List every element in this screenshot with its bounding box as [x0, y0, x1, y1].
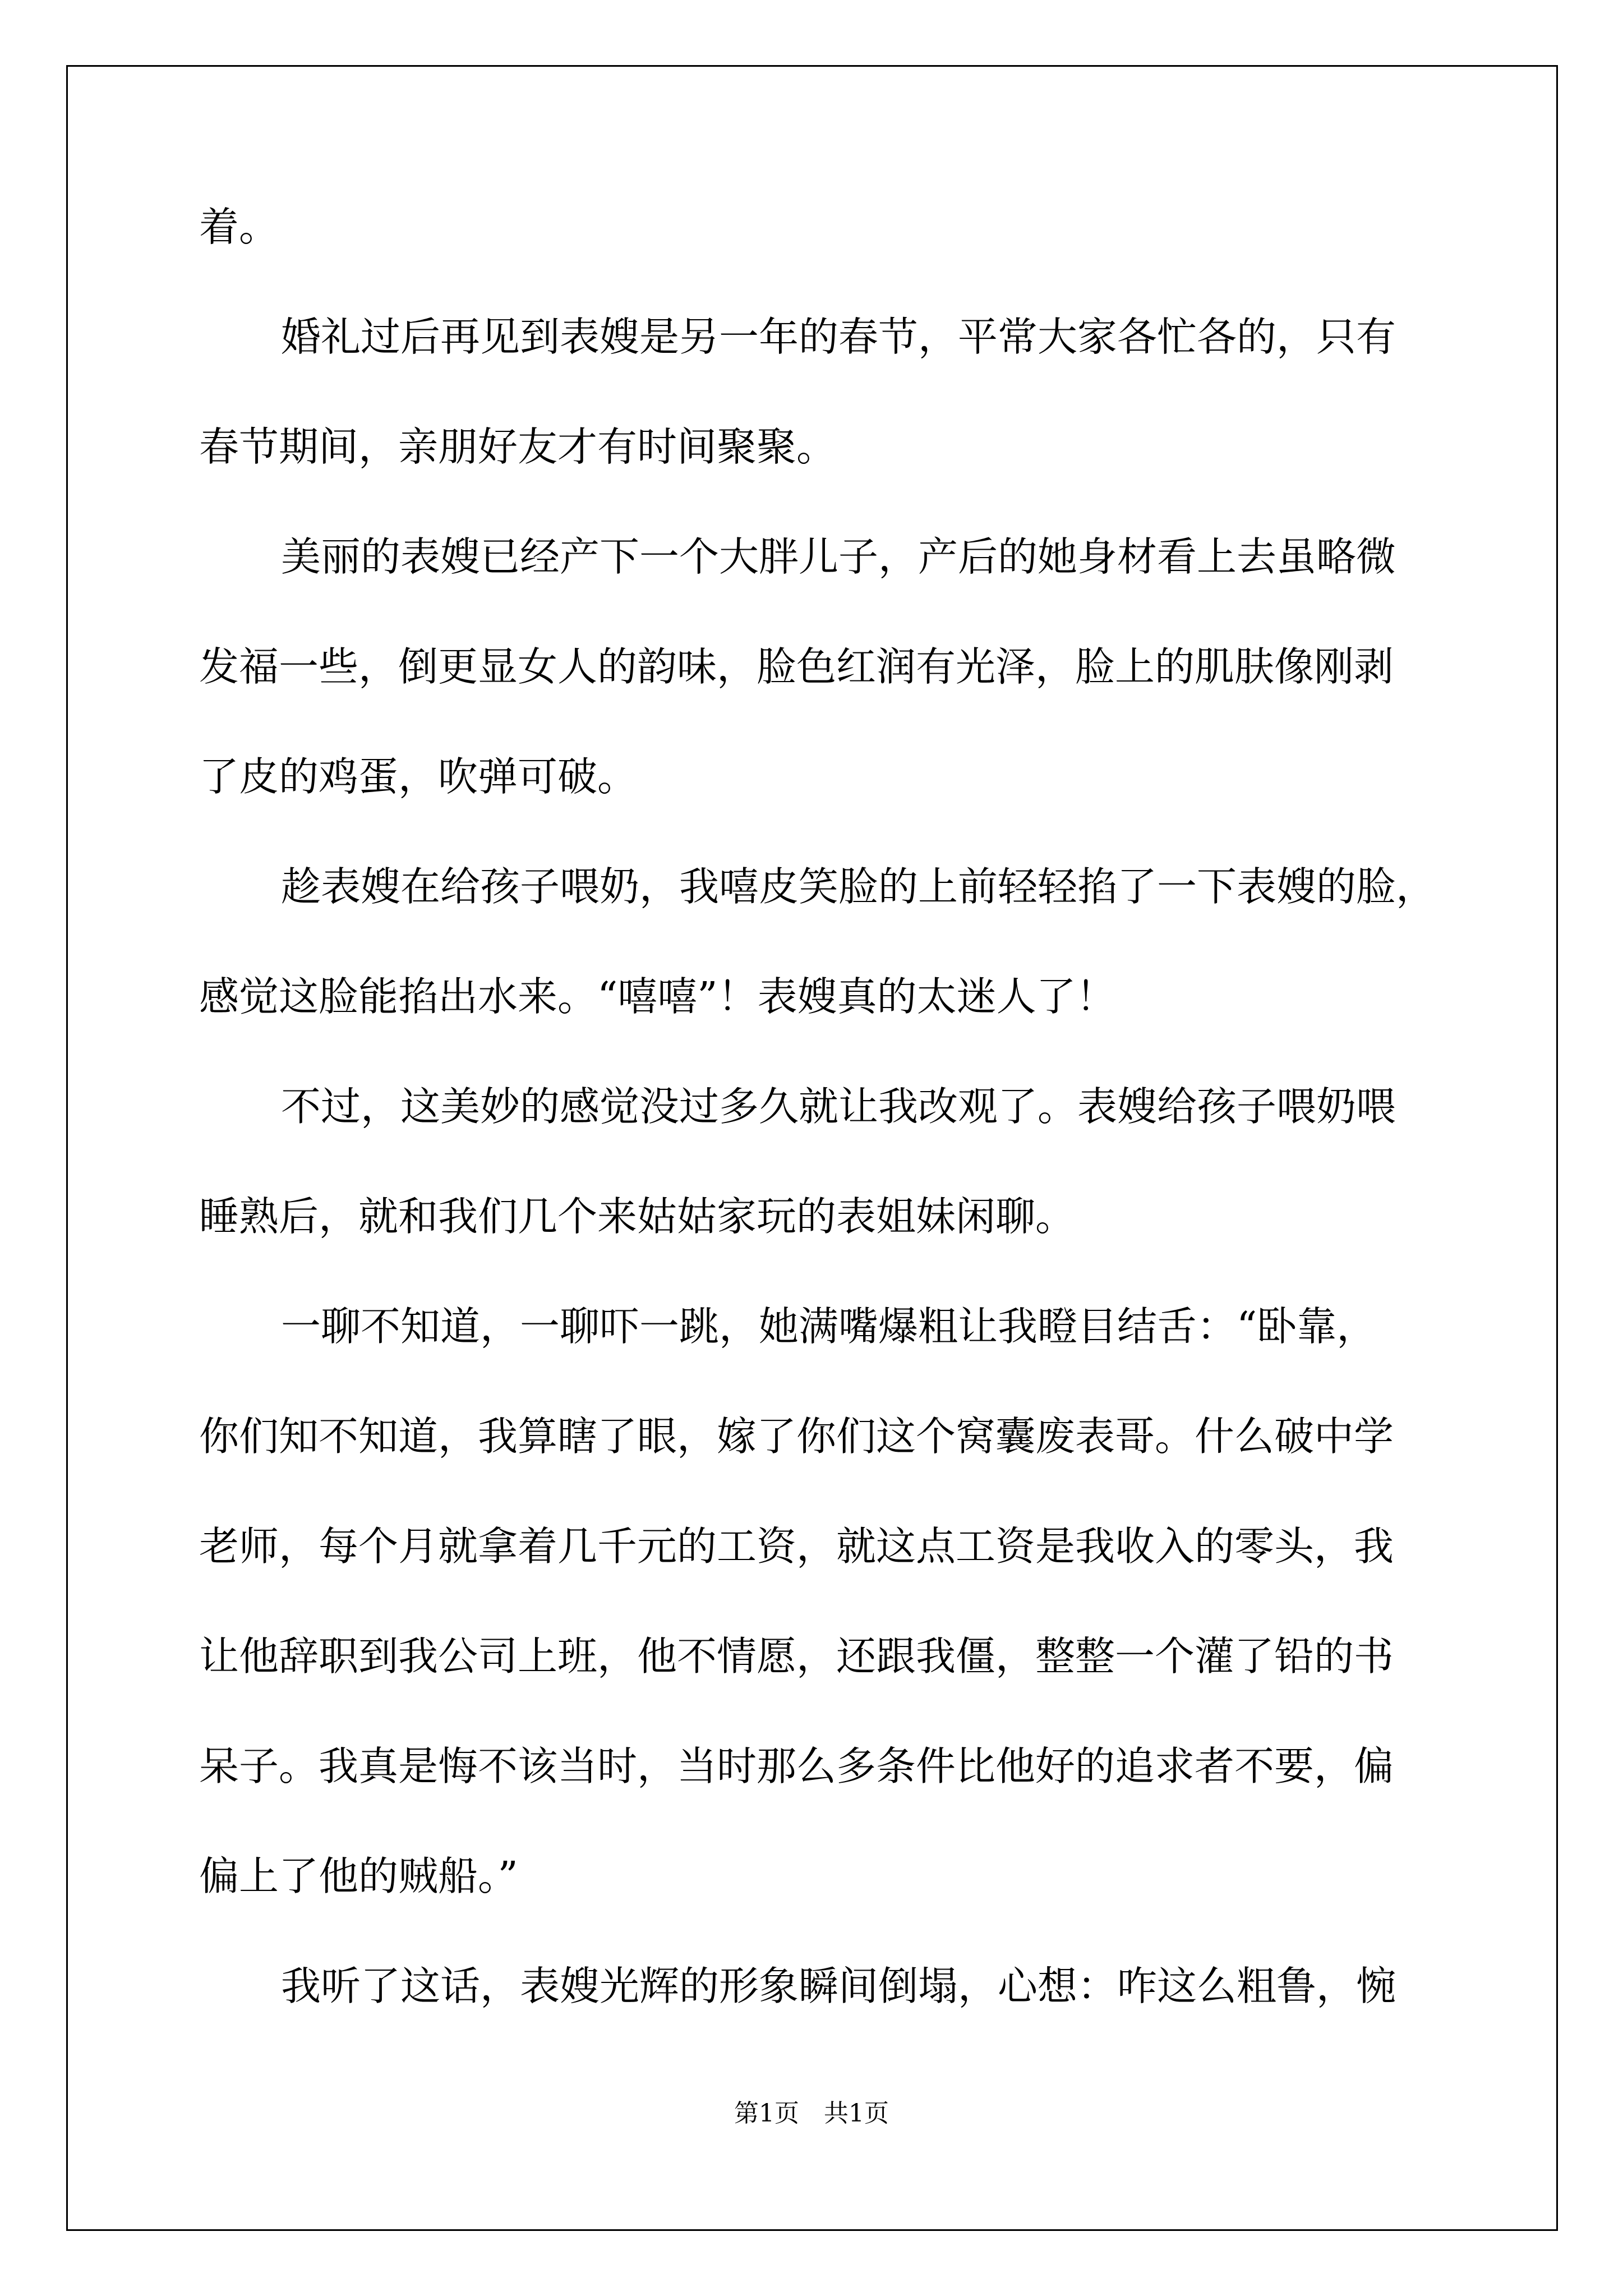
paragraph-line: 美丽的表嫂已经产下一个大胖儿子，产后的她身材看上去虽略微 — [281, 533, 1396, 580]
paragraph-line: 婚礼过后再见到表嫂是另一年的春节，平常大家各忙各的，只有 — [281, 314, 1396, 360]
page-border — [66, 65, 1558, 2231]
text-line: 春节期间，亲朋好友才有时间聚聚。 — [199, 424, 837, 470]
text-line: 你们知不知道，我算瞎了眼，嫁了你们这个窝囊废表哥。什么破中学 — [199, 1413, 1394, 1460]
paragraph-line: 趁表嫂在给孩子喂奶，我嘻皮笑脸的上前轻轻掐了一下表嫂的脸， — [281, 863, 1436, 910]
paragraph-line: 一聊不知道，一聊吓一跳，她满嘴爆粗让我瞪目结舌：“卧靠， — [281, 1303, 1377, 1350]
text-line: 感觉这脸能掐出水来。“嘻嘻”！表嫂真的太迷人了！ — [199, 973, 1116, 1020]
page-number: 第1页 共1页 — [734, 2099, 889, 2128]
paragraph-line: 不过，这美妙的感觉没过多久就让我改观了。表嫂给孩子喂奶喂 — [281, 1083, 1396, 1130]
paragraph-line: 我听了这话，表嫂光辉的形象瞬间倒塌，心想：咋这么粗鲁，惋 — [281, 1963, 1396, 2009]
text-line: 睡熟后，就和我们几个来姑姑家玩的表姐妹闲聊。 — [199, 1193, 1076, 1240]
text-line: 老师，每个月就拿着几千元的工资，就这点工资是我收入的零头，我 — [199, 1523, 1394, 1570]
text-line: 让他辞职到我公司上班，他不情愿，还跟我僵，整整一个灌了铅的书 — [199, 1633, 1394, 1680]
text-line: 着。 — [199, 204, 279, 250]
text-line: 了皮的鸡蛋，吹弹可破。 — [199, 753, 638, 800]
text-line: 偏上了他的贼船。” — [199, 1853, 518, 1899]
text-line: 发福一些，倒更显女人的韵味，脸色红润有光泽，脸上的肌肤像刚剥 — [199, 643, 1394, 690]
text-line: 呆子。我真是悔不该当时，当时那么多条件比他好的追求者不要，偏 — [199, 1743, 1394, 1789]
